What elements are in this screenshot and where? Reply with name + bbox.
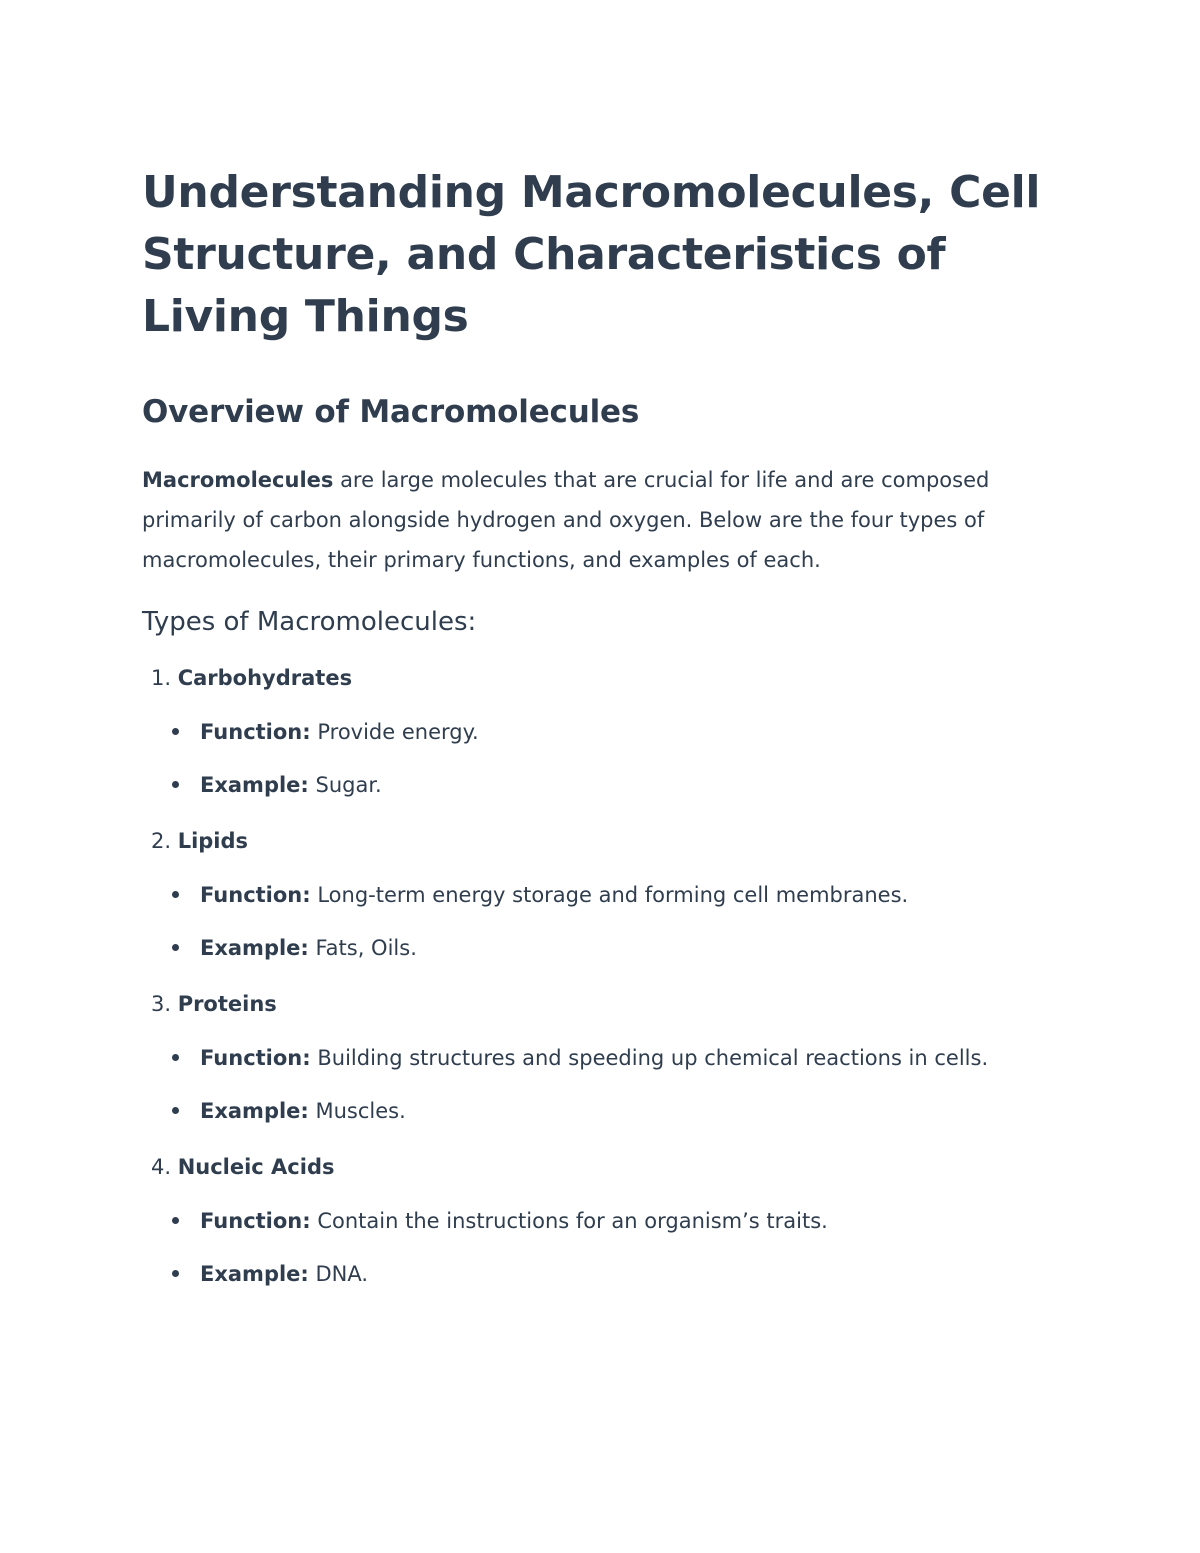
function-label: Function:: [200, 1209, 311, 1233]
example-item: [142, 1091, 1062, 1131]
type-number: 4.: [150, 1155, 171, 1179]
type-details: [142, 712, 1062, 805]
type-details: [142, 1201, 1062, 1294]
type-details: [142, 875, 1062, 968]
example-item: [142, 928, 1062, 968]
list-item: [142, 1149, 1062, 1294]
bullet-icon: [172, 728, 179, 735]
intro-text: are large molecules that are crucial for life and are composed primarily of carbon alongside hydrogen and oxygen. Below are the four types of macromolecules, their primary functions, and examples of each.: [142, 468, 990, 572]
example-text: Sugar.: [308, 773, 382, 797]
function-text: Provide energy.: [310, 720, 479, 744]
example-text: Muscles.: [308, 1099, 406, 1123]
example-item: [142, 765, 1062, 805]
bullet-icon: [172, 1217, 179, 1224]
type-heading: [142, 1149, 1062, 1185]
list-item: [142, 823, 1062, 968]
intro-paragraph: [142, 460, 1062, 580]
document-title: Understanding Macromolecules, Cell Structure, and Characteristics of Living Things: [142, 167, 1041, 342]
function-text: Contain the instructions for an organism’s traits.: [310, 1209, 828, 1233]
example-label: Example:: [200, 1099, 309, 1123]
function-item: [142, 1038, 1062, 1078]
type-number: 1.: [150, 666, 171, 690]
function-text: Long-term energy storage and forming cell membranes.: [310, 883, 909, 907]
type-name: Proteins: [177, 992, 277, 1016]
type-details: [142, 1038, 1062, 1131]
example-label: Example:: [200, 936, 309, 960]
function-item: [142, 1201, 1062, 1241]
type-heading: [142, 823, 1062, 859]
type-name: Lipids: [177, 829, 249, 853]
example-label: Example:: [200, 773, 309, 797]
list-item: [142, 660, 1062, 805]
bullet-icon: [172, 781, 179, 788]
list-item: [142, 986, 1062, 1131]
type-number: 2.: [150, 829, 171, 853]
function-text: Building structures and speeding up chemical reactions in cells.: [310, 1046, 989, 1070]
type-name: Carbohydrates: [177, 666, 353, 690]
function-label: Function:: [200, 720, 311, 744]
example-label: Example:: [200, 1262, 309, 1286]
function-item: [142, 712, 1062, 752]
bullet-icon: [172, 1270, 179, 1277]
intro-term: Macromolecules: [142, 468, 334, 492]
bullet-icon: [172, 1054, 179, 1061]
function-label: Function:: [200, 883, 311, 907]
section-heading: Overview of Macromolecules: [142, 394, 640, 430]
bullet-icon: [172, 944, 179, 951]
type-heading: [142, 986, 1062, 1022]
function-item: [142, 875, 1062, 915]
function-label: Function:: [200, 1046, 311, 1070]
example-item: [142, 1254, 1062, 1294]
type-number: 3.: [150, 992, 171, 1016]
example-text: DNA.: [308, 1262, 369, 1286]
macromolecule-list: [142, 660, 1062, 1294]
subheading: Types of Macromolecules:: [142, 607, 477, 637]
example-text: Fats, Oils.: [308, 936, 417, 960]
document-page: [142, 162, 1062, 1312]
type-name: Nucleic Acids: [177, 1155, 335, 1179]
type-heading: [142, 660, 1062, 696]
bullet-icon: [172, 1107, 179, 1114]
bullet-icon: [172, 891, 179, 898]
